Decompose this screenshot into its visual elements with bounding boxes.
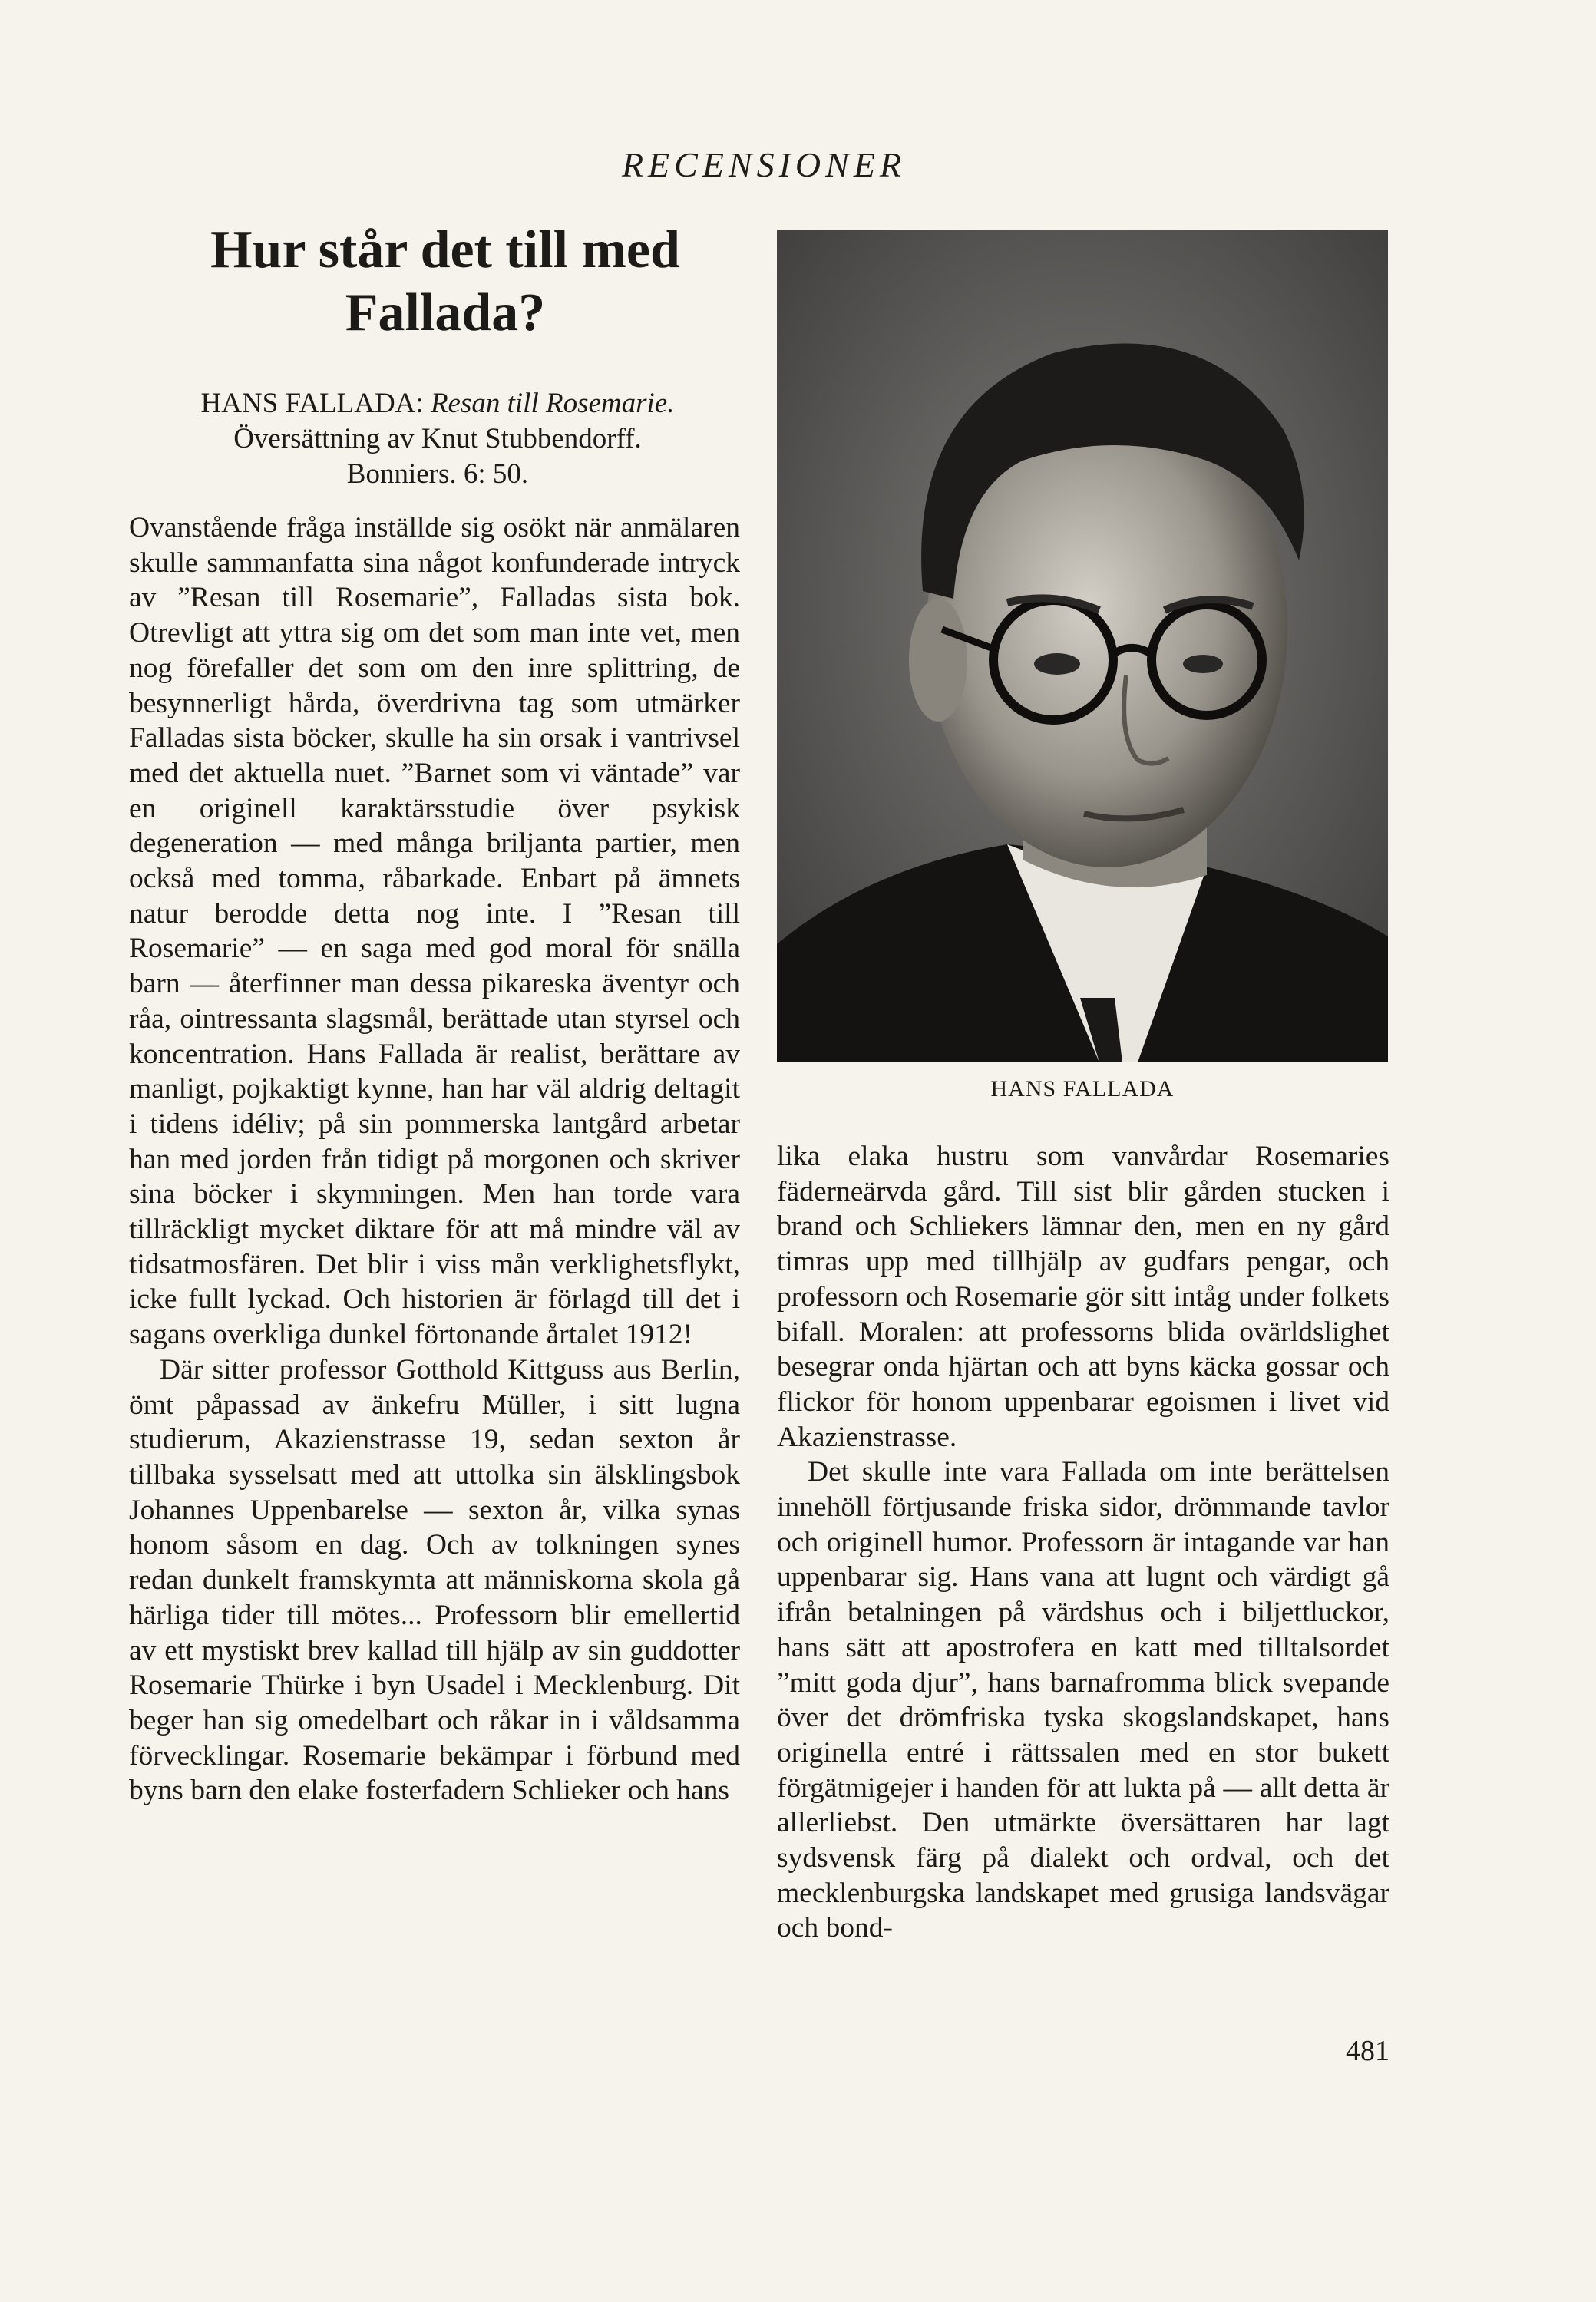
left-column xyxy=(129,510,740,1808)
page-number: 481 xyxy=(1346,2035,1389,2067)
book-author: HANS FALLADA: xyxy=(200,388,424,419)
book-publisher: Bonniers. 6: 50. xyxy=(346,458,529,490)
book-author-title-line xyxy=(134,386,741,421)
section-header: RECENSIONER xyxy=(621,145,907,184)
article-title: Hur står det till med Fallada? xyxy=(210,220,680,342)
photo-caption: HANS FALLADA xyxy=(990,1076,1175,1101)
body-paragraph: Det skulle inte vara Fallada om inte berättelsen innehöll förtjusande friska sidor, drömmande tavlor och originell humor. Professorn är intagande var han uppenbarar sig. Hans vana att lugnt och värdigt gå ifrån betalningen på värdshus och i biljettluckor, hans sätt att apostrofera en katt med tilltalsordet ”mitt goda djur”, hans barnafromma blick svepande över det drömfriska tyska skogslandskapet, hans originella entré i rättssalen med en stor bukett förgätmigejer i handen för att lukta på — allt detta är allerliebst. Den utmärkte översättaren har lagt sydsvensk färg på dialekt och ordval, och det mecklenburgska landskapet med grusiga landsvägar och bond- xyxy=(777,1456,1389,1944)
body-paragraph: Där sitter professor Gotthold Kittguss aus Berlin, ömt påpassad av änkefru Müller, i sitt lugna studierum, Akazienstrasse 19, sedan sexton år tillbaka sysselsatt med att uttolka sin älsklingsbok Johannes Uppenbarelse — sexton år, vilka synas honom såsom en dag. Och av tolkningen synes redan dunkelt framskymta att människorna skola gå härliga tider till mötes... Professorn blir emellertid av ett mystiskt brev kallad till hjälp av sin guddotter Rosemarie Thürke i byn Usadel i Mecklenburg. Dit beger han sig omedelbart och råkar in i våldsamma förvecklingar. Rosemarie bekämpar i förbund med byns barn den elake fosterfadern Schlieker och hans xyxy=(129,1353,740,1807)
book-title: Resan till Rosemarie. xyxy=(430,388,675,419)
body-paragraph: Ovanstående fråga inställde sig osökt när anmälaren skulle sammanfatta sina något konfunderade intryck av ”Resan till Rosemarie”, Falladas sista bok. Otrevligt att yttra sig om det som man inte vet, men nog förefaller det som om den inre splittring, de besynnerligt hårda, överdrivna tag som utmärker Falladas sista böcker, skulle ha sin orsak i vantrivsel med det aktuella nuet. ”Barnet som vi väntade” var en originell karaktärsstudie över psykisk degeneration — med många briljanta partier, men också med tomma, råbarkade. Enbart på ämnets natur berodde detta nog inte. I ”Resan till Rosemarie” — en saga med god moral för snälla barn — återfinner man dessa pikareska äventyr och råa, ointressanta slagsmål, berättade utan styrsel och koncentration. Hans Fallada är realist, berättare av manligt, pojkaktigt kynne, han har väl aldrig deltagit i tidens idéliv; på sin pommerska lantgård arbetar han med jorden från tidigt på morgonen och skriver sina böcker i skymningen. Men han torde vara tillräckligt mycket diktare för att må mindre väl av tidsatmosfären. Det blir i viss mån verklighetsflykt, icke fullt lyckad. Och historien är förlagd till det i sagans overkliga dunkel förtonande årtalet 1912! xyxy=(129,512,740,1351)
author-portrait-photo xyxy=(777,230,1388,1062)
body-paragraph: lika elaka hustru som vanvårdar Rosemaries fäderneärvda gård. Till sist blir gården stucken i brand och Schliekers lämnar den, men en ny gård timras upp med tillhjälp av gudfars pengar, och professorn och Rosemarie gör sitt intåg under folkets bifall. Moralen: att professorns blida ovärldslighet besegrar onda hjärtan och att byns käcka gossar och flickor för honom uppenbarar egoismen i livet vid Akazienstrasse. xyxy=(777,1141,1389,1453)
right-column xyxy=(777,1139,1389,1946)
book-translation: Översättning av Knut Stubbendorff. xyxy=(233,423,642,454)
book-info xyxy=(134,386,741,492)
portrait-image xyxy=(777,230,1388,1062)
